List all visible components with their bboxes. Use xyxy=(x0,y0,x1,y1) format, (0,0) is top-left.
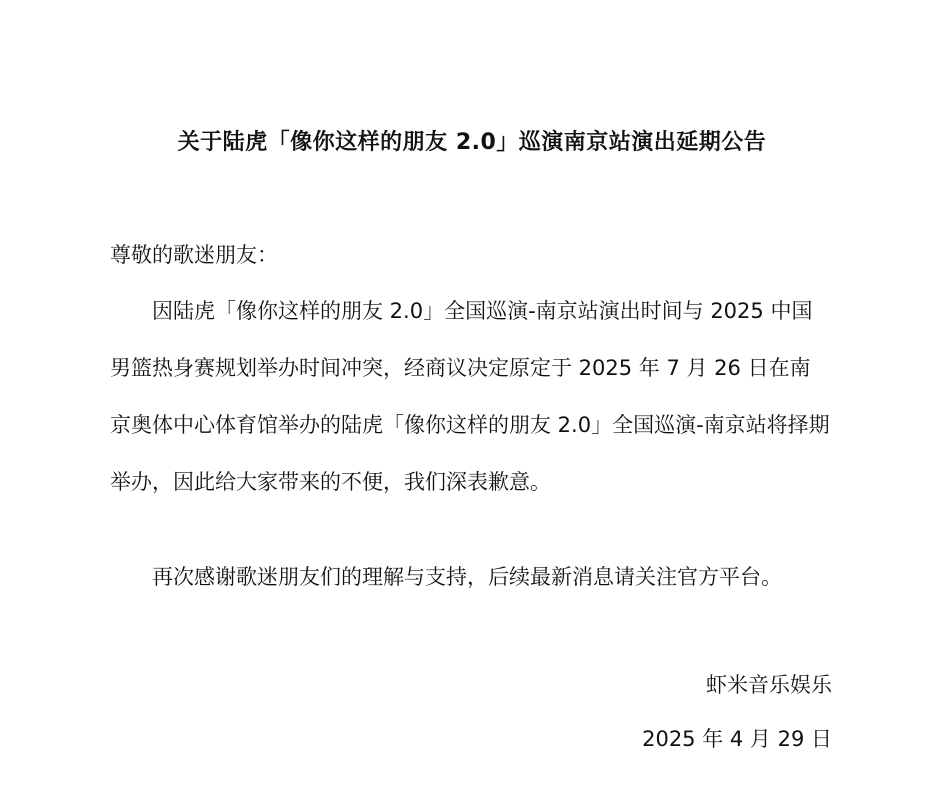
document-title: 关于陆虎「像你这样的朋友 2.0」巡演南京站演出延期公告 xyxy=(177,130,767,155)
body-paragraph-2: 再次感谢歌迷朋友们的理解与支持，后续最新消息请关注官方平台。 xyxy=(152,565,782,589)
announcement-date: 2025 年 4 月 29 日 xyxy=(642,727,832,751)
signer-name: 虾米音乐娱乐 xyxy=(706,673,832,697)
body-paragraph-1: 因陆虎「像你这样的朋友 2.0」全国巡演-南京站演出时间与 2025 中国男篮热身赛规划举办时间冲突，经商议决定原定于 2025 年 7 月 26 日在南京奥体中心体育馆举办的陆虎「像你这样的朋友 2.0」全国巡演-南京站将择期举办，因此给大家带来的不便，我们深表歉意。 xyxy=(110,299,830,494)
salutation: 尊敬的歌迷朋友： xyxy=(110,243,278,267)
